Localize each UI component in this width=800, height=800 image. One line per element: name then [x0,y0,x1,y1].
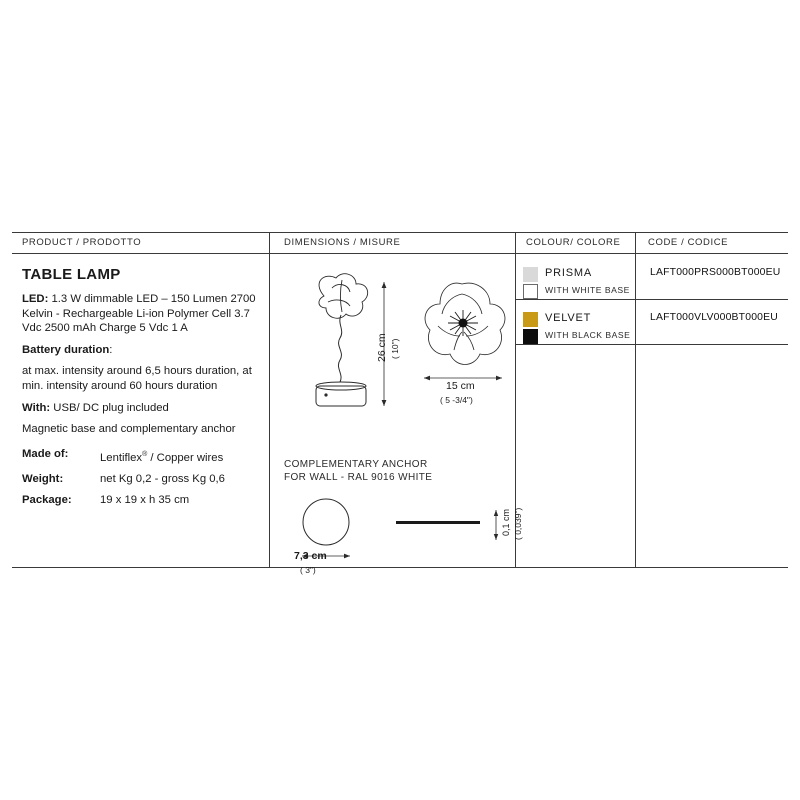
material-name: Lentiflex [100,451,143,464]
header-product: PRODUCT / PRODOTTO [22,237,142,248]
spec-weight-label: Weight: [22,472,64,485]
battery-colon: : [109,343,113,356]
battery-label: Battery duration [22,343,110,356]
code-velvet: LAFT000VLV000BT000EU [650,312,778,323]
width-dimension-cm: 15 cm [446,380,475,392]
code-prisma: LAFT000PRS000BT000EU [650,267,781,278]
product-codes [636,254,788,568]
spec-package-label: Package: [22,493,72,506]
colour-name-velvet: VELVET [545,312,592,324]
width-dimension-in: ( 5 -3/4") [440,395,473,405]
colour-options [516,254,635,568]
height-dimension-cm: 26 cm [376,333,388,362]
spec-made-of [22,447,267,466]
product-description [22,266,267,514]
header-dimensions: DIMENSIONS / MISURE [284,237,401,248]
table-header-row [12,232,788,254]
anchor-title-line2: FOR WALL - RAL 9016 WHITE [284,472,433,483]
led-label: LED: [22,293,49,305]
anchor-diameter-cm: 7,3 cm [294,550,327,562]
colour-bottom-divider [516,344,635,345]
material-extra: / Copper wires [147,451,224,464]
header-divider-3 [635,233,636,255]
with-text: USB/ DC plug included [50,401,169,414]
registered-mark-icon: ® [142,450,148,458]
with-spec [22,401,267,416]
led-text: 1.3 W dimmable LED – 150 Lumen 2700 Kelvin - Rechargeable Li-ion Polymer Cell 3.7 Vdc 2500 mAh Charge 5 Vdc 1 A [22,293,256,335]
dimensions-drawings [270,254,523,575]
magnetic-base-text: Magnetic base and complementary anchor [22,423,236,436]
swatch-velvet-top [523,312,538,327]
lamp-stem [338,315,341,382]
header-colour: COLOUR/ COLORE [526,237,621,248]
anchor-thickness-cm: 0,1 cm [501,508,511,536]
spec-made-of-value [100,447,267,466]
led-spec [22,292,267,336]
anchor-title-line1: COMPLEMENTARY ANCHOR [284,459,428,470]
spec-weight-value: net Kg 0,2 - gross Kg 0,6 [100,472,225,485]
colour-name-prisma: PRISMA [545,267,592,279]
battery-detail: at max. intensity around 6,5 hours duration, at min. intensity around 60 hours duration [22,365,252,392]
anchor-front-view-drawing [282,494,392,584]
anchor-title [284,458,432,484]
spec-weight [22,472,267,487]
swatch-velvet-base [523,329,538,344]
spec-package-value: 19 x 19 x h 35 cm [100,493,190,506]
colour-option-prisma[interactable] [516,266,635,306]
colour-row-divider [516,299,635,300]
colour-sub-prisma: WITH WHITE BASE [545,285,630,295]
code-row-divider [636,299,788,300]
spec-package [22,493,267,508]
code-bottom-divider [636,344,788,345]
page-title: TABLE LAMP [22,266,121,283]
header-divider-1 [269,233,270,255]
with-label: With: [22,401,51,414]
header-code: CODE / CODICE [648,237,729,248]
swatch-prisma-base [523,284,538,299]
colour-option-velvet[interactable] [516,311,635,351]
colour-sub-velvet: WITH BLACK BASE [545,330,631,340]
battery-duration [22,343,267,358]
swatch-prisma-top [523,267,538,282]
base-button-icon [324,393,327,396]
height-dimension-in: ( 10") [390,338,400,359]
flower-center-icon [459,319,468,328]
product-spec-sheet [12,232,788,575]
header-divider-2 [515,233,516,255]
anchor-thickness-in: ( 0,039") [513,507,523,540]
table-body [12,254,788,575]
spec-made-of-label: Made of: [22,447,69,460]
anchor-diameter-in: ( 3") [300,565,316,575]
